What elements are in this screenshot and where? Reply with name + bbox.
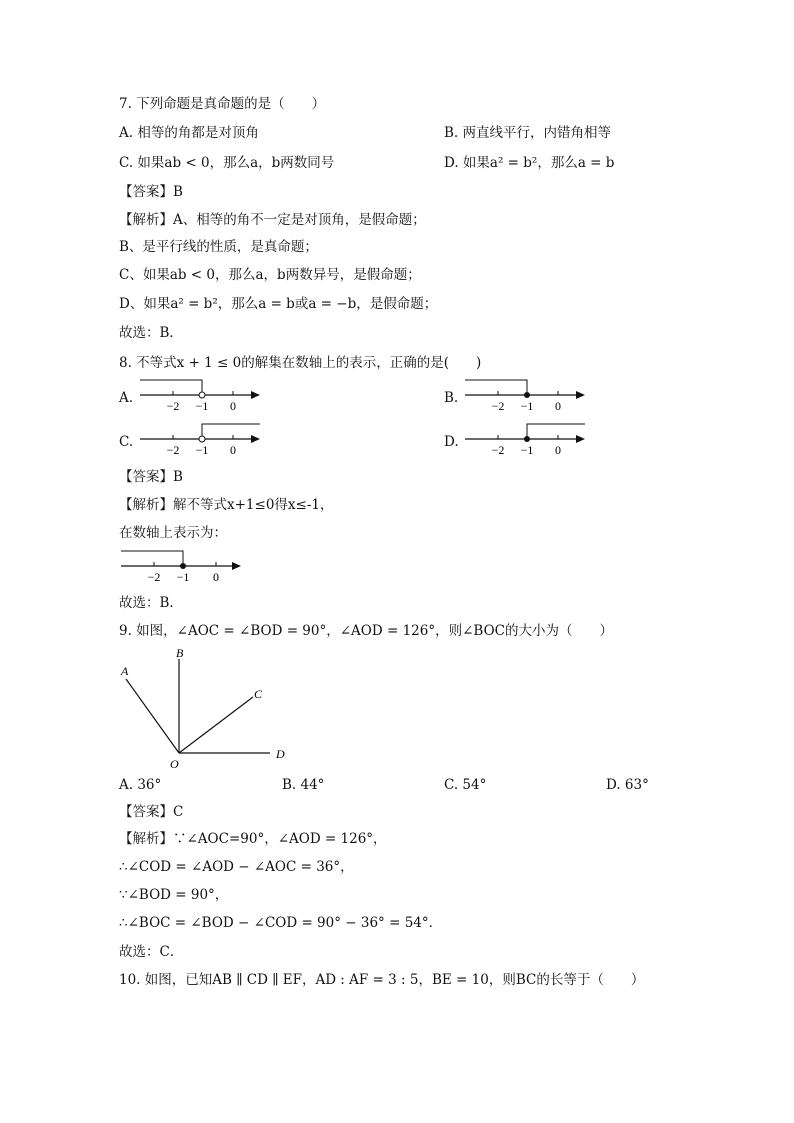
q8-option-a-letter: A.: [119, 390, 134, 406]
q9-analysis-line-3: ∵∠BOD = 90°，: [119, 887, 229, 903]
q9-answer: 【答案】C: [119, 804, 184, 820]
q8-option-d-letter: D.: [444, 434, 459, 450]
q9-angle-diagram: [119, 646, 299, 770]
q7-analysis-line-4: D、如果a² = b²，那么a = b或a = −b，是假命题；: [119, 296, 438, 312]
point-label-a: A: [121, 664, 129, 678]
q9-option-d: D. 63°: [606, 777, 649, 793]
q9-analysis-line-1: 【解析】∵∠AOC=90°，∠AOD = 126°，: [119, 831, 387, 847]
q9-stem: 9. 如图，∠AOC = ∠BOD = 90°，∠AOD = 126°，则∠BOC的大小为（ ）: [119, 623, 613, 639]
tick-label: 0: [230, 443, 236, 457]
q9-analysis-line-4: ∴∠BOC = ∠BOD − ∠COD = 90° − 36° = 54°．: [119, 915, 443, 931]
tick-label: −1: [520, 443, 534, 457]
ray-oc: [179, 697, 253, 753]
q8-analysis-line-2: 在数轴上表示为：: [119, 525, 227, 541]
q8-analysis-line-1: 【解析】解不等式x+1≤0得x≤-1，: [119, 497, 334, 513]
tick-label: −1: [195, 443, 209, 457]
point-label-d: D: [276, 747, 285, 761]
q8-answer: 【答案】B: [119, 469, 183, 485]
q8-option-b-letter: B.: [444, 390, 459, 406]
tick-label: −2: [491, 443, 505, 457]
tick-label: 0: [555, 443, 561, 457]
q8-option-a-number-line: [138, 376, 268, 412]
q7-stem: 7. 下列命题是真命题的是（ ）: [119, 96, 326, 112]
q8-option-d-number-line: [463, 420, 593, 456]
q10-stem: 10. 如图，已知AB ∥ CD ∥ EF，AD : AF = 3 : 5，BE = 10，则BC的长等于（ ）: [119, 972, 645, 988]
q7-analysis-line-1: 【解析】A、相等的角不一定是对顶角，是假命题；: [119, 212, 426, 228]
tick-label: −1: [176, 570, 190, 584]
q8-option-c-number-line: [138, 420, 268, 456]
point-label-o: O: [170, 757, 179, 771]
q7-option-a: A. 相等的角都是对顶角: [119, 125, 259, 141]
tick-label: 0: [230, 399, 236, 413]
tick-label: −2: [166, 399, 180, 413]
q8-option-b-number-line: [463, 376, 593, 412]
point-label-b: B: [176, 646, 184, 660]
q7-answer: 【答案】B: [119, 184, 183, 200]
q8-conclusion: 故选：B．: [119, 595, 183, 611]
tick-label: −2: [491, 399, 505, 413]
q9-option-c: C. 54°: [444, 777, 487, 793]
q8-analysis-number-line: [119, 548, 249, 584]
tick-label: −1: [520, 399, 534, 413]
q9-conclusion: 故选：C．: [119, 944, 184, 960]
q7-option-c: C. 如果ab < 0，那么a，b两数同号: [119, 155, 335, 171]
tick-label: 0: [213, 570, 219, 584]
q7-analysis-line-2: B、是平行线的性质，是真命题；: [119, 239, 318, 255]
q9-analysis-line-2: ∴∠COD = ∠AOD − ∠AOC = 36°，: [119, 859, 354, 875]
ray-oa: [126, 679, 179, 753]
q9-option-a: A. 36°: [119, 777, 162, 793]
q8-option-c-letter: C.: [119, 434, 134, 450]
point-label-c: C: [254, 687, 263, 701]
q7-conclusion: 故选：B．: [119, 325, 183, 341]
tick-label: −1: [195, 399, 209, 413]
q7-option-d: D. 如果a² = b²，那么a = b: [444, 155, 615, 171]
tick-label: −2: [147, 570, 161, 584]
q7-analysis-line-3: C、如果ab < 0，那么a，b两数异号，是假命题；: [119, 267, 421, 283]
q8-stem: 8. 不等式x + 1 ≤ 0的解集在数轴上的表示，正确的是( ): [119, 355, 482, 371]
tick-label: −2: [166, 443, 180, 457]
q7-option-b: B. 两直线平行，内错角相等: [444, 125, 612, 141]
tick-label: 0: [555, 399, 561, 413]
q9-option-b: B. 44°: [282, 777, 325, 793]
